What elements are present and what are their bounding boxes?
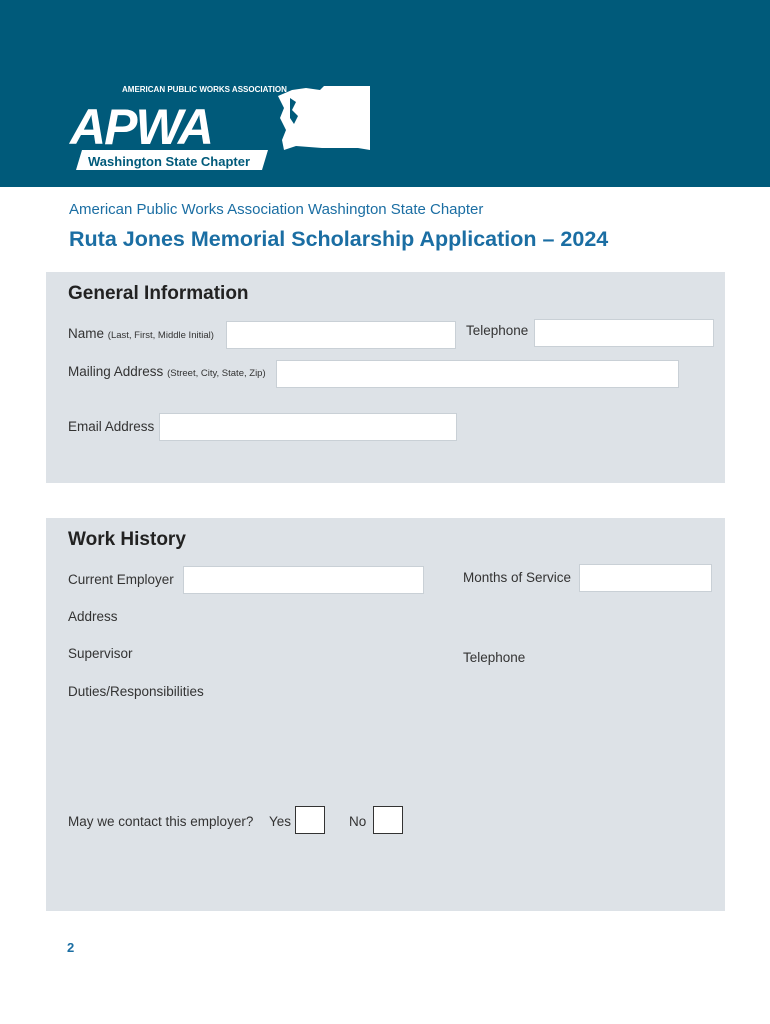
supervisor-label: Supervisor bbox=[68, 646, 133, 661]
duties-label: Duties/Responsibilities bbox=[68, 684, 204, 699]
document-title: Ruta Jones Memorial Scholarship Application – 2024 bbox=[69, 227, 609, 251]
work-telephone-label: Telephone bbox=[463, 650, 526, 665]
current-employer-input[interactable] bbox=[183, 566, 424, 594]
logo-chapter: Washington State Chapter bbox=[88, 154, 251, 169]
mailing-address-label-text: Mailing Address bbox=[68, 364, 164, 379]
work-history-heading: Work History bbox=[68, 529, 186, 550]
name-label bbox=[68, 326, 214, 341]
current-employer-label: Current Employer bbox=[68, 572, 174, 587]
header-banner bbox=[0, 0, 770, 187]
email-address-input[interactable] bbox=[159, 413, 457, 441]
page-number: 2 bbox=[67, 940, 75, 955]
name-label-text: Name bbox=[68, 326, 105, 341]
mailing-address-hint: (Street, City, State, Zip) bbox=[167, 368, 266, 379]
employer-address-label: Address bbox=[68, 609, 118, 624]
yes-checkbox[interactable] bbox=[295, 806, 325, 834]
months-of-service-input[interactable] bbox=[579, 564, 712, 592]
apwa-logo bbox=[62, 78, 374, 172]
email-address-label: Email Address bbox=[68, 419, 155, 434]
name-hint: (Last, First, Middle Initial) bbox=[107, 330, 214, 341]
telephone-label: Telephone bbox=[466, 323, 529, 338]
general-information-section bbox=[46, 272, 725, 483]
mailing-address-input[interactable] bbox=[276, 360, 679, 388]
general-information-heading: General Information bbox=[68, 283, 249, 304]
logo-tagline: AMERICAN PUBLIC WORKS ASSOCIATION bbox=[122, 85, 287, 94]
telephone-input[interactable] bbox=[534, 319, 714, 347]
work-history-section bbox=[46, 518, 725, 911]
organization-name: American Public Works Association Washington State Chapter bbox=[69, 201, 484, 218]
name-input[interactable] bbox=[226, 321, 456, 349]
no-checkbox[interactable] bbox=[373, 806, 403, 834]
months-of-service-label: Months of Service bbox=[463, 570, 572, 585]
contact-employer-question: May we contact this employer? bbox=[68, 814, 254, 829]
no-label: No bbox=[349, 814, 367, 829]
logo-wordmark: APWA bbox=[70, 99, 212, 155]
yes-label: Yes bbox=[269, 814, 292, 829]
mailing-address-label bbox=[68, 364, 266, 379]
